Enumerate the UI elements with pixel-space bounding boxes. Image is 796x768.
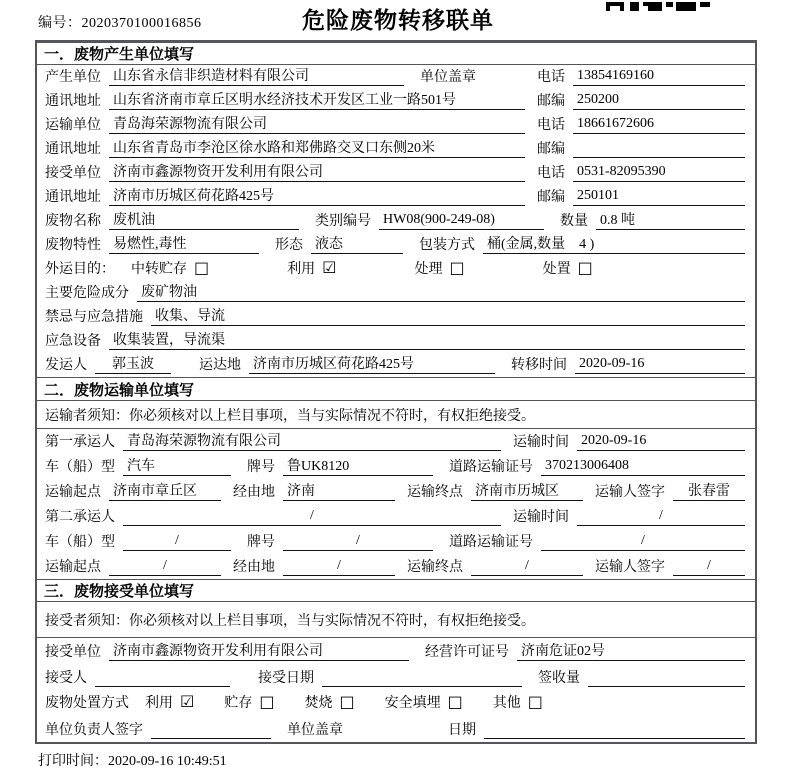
purpose-option-transfer-storage bbox=[131, 258, 209, 278]
carrier2-time-label: 运输时间 bbox=[513, 510, 569, 525]
receiver-address-value: 济南市历城区荷花路425号 bbox=[109, 185, 525, 206]
waste-form-value: 液态 bbox=[311, 233, 403, 254]
section-3-notice: 接受者须知：你必须核对以上栏目事项，当与实际情况不符时，有权拒绝接受。 bbox=[37, 602, 755, 638]
route1-sign-label: 运输人签字 bbox=[595, 485, 665, 500]
operation-license-value: 济南危证02号 bbox=[517, 640, 745, 661]
section-2-notice: 运输者须知：你必须核对以上栏目事项，当与实际情况不符时，有权拒绝接受。 bbox=[37, 401, 755, 429]
row-waste-props bbox=[37, 233, 755, 257]
checkbox-disposal-storage-icon: □ bbox=[259, 691, 275, 711]
doc-header bbox=[0, 0, 796, 40]
vehicle2-type-value: / bbox=[123, 533, 231, 551]
row-acceptance bbox=[37, 664, 755, 690]
sign-date-value bbox=[484, 721, 745, 739]
purpose-option-label: 处置 bbox=[542, 261, 571, 277]
producer-unit-label: 产生单位 bbox=[45, 70, 101, 85]
vehicle1-type-label: 车（船）型 bbox=[45, 460, 115, 475]
vehicle2-license-label: 道路运输证号 bbox=[449, 535, 533, 550]
hazard-value: 废矿物油 bbox=[137, 281, 745, 302]
signed-qty-value bbox=[588, 669, 745, 687]
waste-code-value: HW08(900-249-08) bbox=[379, 212, 544, 230]
waste-qty-value: 0.8 吨 bbox=[596, 209, 745, 230]
purpose-option-treat bbox=[414, 258, 464, 278]
section-1-title: 一．废物产生单位填写 bbox=[37, 42, 755, 65]
row-equipment bbox=[37, 329, 755, 353]
row-transporter-address bbox=[37, 137, 755, 161]
checkbox-transfer-storage-icon: □ bbox=[194, 257, 210, 277]
emergency-equipment-value: 收集装置，导流渠 bbox=[109, 329, 745, 350]
taboo-measures-label: 禁忌与应急措施 bbox=[45, 310, 143, 325]
serial-value: 2020370100016856 bbox=[81, 16, 202, 31]
packaging-label: 包装方式 bbox=[419, 238, 475, 253]
section-2-title: 二．废物运输单位填写 bbox=[37, 377, 755, 401]
acceptor-value bbox=[95, 669, 230, 687]
print-time-label: 打印时间： bbox=[38, 754, 108, 768]
waste-qty-label: 数量 bbox=[560, 214, 588, 229]
receiver-phone-value: 0531-82095390 bbox=[573, 164, 745, 182]
row-carrier-2 bbox=[37, 504, 755, 529]
route1-end-label: 运输终点 bbox=[407, 485, 463, 500]
responsible-sign-label: 单位负责人签字 bbox=[45, 723, 143, 738]
carrier1-label: 第一承运人 bbox=[45, 435, 115, 450]
route1-end-value: 济南市历城区 bbox=[471, 480, 583, 501]
transporter-unit-value: 青岛海荣源物流有限公司 bbox=[109, 113, 525, 134]
vehicle1-plate-value: 鲁UK8120 bbox=[283, 455, 433, 476]
transfer-time-label: 转移时间 bbox=[511, 358, 567, 373]
row-taboo bbox=[37, 305, 755, 329]
responsible-sign-value bbox=[151, 721, 271, 739]
destination-value: 济南市历城区荷花路425号 bbox=[249, 353, 495, 374]
route2-sign-label: 运输人签字 bbox=[595, 560, 665, 575]
checkbox-treat-icon: □ bbox=[449, 257, 465, 277]
transporter-address-label: 通讯地址 bbox=[45, 142, 101, 157]
carrier2-time-value: / bbox=[577, 508, 745, 526]
sign-date-label: 日期 bbox=[448, 723, 476, 738]
row-route-2 bbox=[37, 554, 755, 579]
producer-unit-value: 山东省永信非织造材料有限公司 bbox=[109, 65, 404, 86]
route2-via-value: / bbox=[283, 558, 395, 576]
waste-props-value: 易燃性,毒性 bbox=[109, 233, 259, 254]
waste-name-value: 废机油 bbox=[109, 209, 299, 230]
waste-code-label: 类别编号 bbox=[315, 214, 371, 229]
row-hazard bbox=[37, 281, 755, 305]
transfer-form-table bbox=[35, 40, 757, 744]
serial-label: 编号： bbox=[38, 16, 82, 31]
row-route-1 bbox=[37, 479, 755, 504]
vehicle1-type-value: 汽车 bbox=[123, 455, 231, 476]
qr-pattern-icon bbox=[606, 2, 710, 11]
vehicle2-type-label: 车（船）型 bbox=[45, 535, 115, 550]
receiver-zip-value: 250101 bbox=[573, 188, 745, 206]
signed-qty-label: 签收量 bbox=[538, 671, 580, 686]
row-transporter bbox=[37, 113, 755, 137]
route2-end-label: 运输终点 bbox=[407, 560, 463, 575]
disposal-option-label: 焚烧 bbox=[304, 695, 333, 711]
producer-zip-value: 250200 bbox=[573, 92, 745, 110]
row-waste-name bbox=[37, 209, 755, 233]
carrier1-time-label: 运输时间 bbox=[513, 435, 569, 450]
disposal-option-utilize bbox=[145, 692, 194, 712]
transfer-time-value: 2020-09-16 bbox=[575, 356, 745, 374]
row-vehicle-1 bbox=[37, 454, 755, 479]
row-carrier-1 bbox=[37, 429, 755, 454]
route2-start-value: / bbox=[109, 558, 221, 576]
acceptor-label: 接受人 bbox=[45, 671, 87, 686]
accept-unit-value: 济南市鑫源物资开发利用有限公司 bbox=[109, 640, 409, 661]
purpose-option-utilize bbox=[287, 258, 336, 278]
waste-name-label: 废物名称 bbox=[45, 214, 101, 229]
row-receiver-address bbox=[37, 185, 755, 209]
waste-props-label: 废物特性 bbox=[45, 238, 101, 253]
row-producer-address bbox=[37, 89, 755, 113]
row-dispatch bbox=[37, 353, 755, 377]
carrier1-time-value: 2020-09-16 bbox=[577, 433, 745, 451]
row-vehicle-2 bbox=[37, 529, 755, 554]
purpose-option-label: 利用 bbox=[287, 261, 316, 277]
purpose-option-label: 中转贮存 bbox=[131, 261, 187, 277]
row-disposal bbox=[37, 690, 755, 716]
vehicle2-license-value: / bbox=[541, 533, 745, 551]
dispatcher-value: 郭玉波 bbox=[95, 353, 171, 374]
checkbox-utilize-checked-icon: ☑ bbox=[322, 257, 337, 277]
emergency-equipment-label: 应急设备 bbox=[45, 334, 101, 349]
waste-form-label: 形态 bbox=[275, 238, 303, 253]
disposal-option-other bbox=[493, 692, 543, 712]
qr-code-fragment bbox=[606, 0, 710, 9]
section-3-title: 三．废物接受单位填写 bbox=[37, 579, 755, 602]
accept-date-label: 接受日期 bbox=[258, 671, 314, 686]
transporter-phone-label: 电话 bbox=[537, 118, 565, 133]
transporter-zip-label: 邮编 bbox=[537, 142, 565, 157]
vehicle2-plate-label: 牌号 bbox=[247, 535, 275, 550]
disposal-option-label: 利用 bbox=[145, 695, 173, 711]
purpose-label: 外运目的： bbox=[45, 261, 115, 277]
row-receiver bbox=[37, 161, 755, 185]
destination-label: 运达地 bbox=[199, 358, 241, 373]
route2-end-value: / bbox=[471, 558, 583, 576]
accept-date-value bbox=[322, 669, 522, 687]
disposal-method-label: 废物处置方式 bbox=[45, 695, 129, 711]
vehicle1-license-label: 道路运输证号 bbox=[449, 460, 533, 475]
row-producer bbox=[37, 65, 755, 89]
unit-seal-label-2: 单位盖章 bbox=[287, 723, 343, 738]
producer-address-value: 山东省济南市章丘区明水经济技术开发区工业一路501号 bbox=[109, 89, 525, 110]
checkbox-disposal-other-icon: □ bbox=[527, 691, 543, 711]
disposal-option-label: 安全填埋 bbox=[384, 695, 441, 711]
route1-sign-value: 张春雷 bbox=[673, 480, 745, 501]
producer-phone-value: 13854169160 bbox=[573, 68, 745, 86]
receiver-phone-label: 电话 bbox=[537, 166, 565, 181]
route2-start-label: 运输起点 bbox=[45, 560, 101, 575]
accept-unit-label: 接受单位 bbox=[45, 645, 101, 660]
transporter-phone-value: 18661672606 bbox=[573, 116, 745, 134]
checkbox-disposal-landfill-icon: □ bbox=[447, 691, 463, 711]
disposal-option-incinerate bbox=[304, 692, 354, 712]
operation-license-label: 经营许可证号 bbox=[425, 645, 509, 660]
receiver-zip-label: 邮编 bbox=[537, 190, 565, 205]
purpose-option-label: 处理 bbox=[414, 261, 443, 277]
transporter-unit-label: 运输单位 bbox=[45, 118, 101, 133]
transporter-address-value: 山东省青岛市李沧区徐水路和郑佛路交叉口东侧20米 bbox=[109, 137, 525, 158]
checkbox-disposal-utilize-checked-icon: ☑ bbox=[180, 691, 195, 711]
page-title: 危险废物转移联单 bbox=[302, 8, 494, 33]
purpose-option-dispose bbox=[543, 258, 593, 278]
disposal-option-label: 其他 bbox=[492, 695, 521, 711]
receiver-address-label: 通讯地址 bbox=[45, 190, 101, 205]
producer-zip-label: 邮编 bbox=[537, 94, 565, 109]
vehicle2-plate-value: / bbox=[283, 533, 433, 551]
route1-start-label: 运输起点 bbox=[45, 485, 101, 500]
packaging-value: 桶(金属,数量 4 ) bbox=[483, 233, 745, 254]
unit-seal-label: 单位盖章 bbox=[420, 70, 476, 85]
route1-start-value: 济南市章丘区 bbox=[109, 480, 221, 501]
receiver-unit-label: 接受单位 bbox=[45, 166, 101, 181]
disposal-option-label: 贮存 bbox=[224, 695, 253, 711]
row-accept-unit bbox=[37, 638, 755, 664]
route2-sign-value: / bbox=[673, 558, 745, 576]
disposal-option-landfill bbox=[385, 692, 463, 712]
transporter-zip-value bbox=[573, 140, 745, 158]
receiver-unit-value: 济南市鑫源物资开发利用有限公司 bbox=[109, 161, 525, 182]
carrier2-label: 第二承运人 bbox=[45, 510, 115, 525]
checkbox-disposal-incinerate-icon: □ bbox=[339, 691, 355, 711]
row-signature bbox=[37, 716, 755, 742]
print-time-value: 2020-09-16 10:49:51 bbox=[108, 754, 227, 768]
producer-phone-label: 电话 bbox=[537, 70, 565, 85]
print-time bbox=[38, 750, 796, 768]
producer-address-label: 通讯地址 bbox=[45, 94, 101, 109]
taboo-measures-value: 收集、导流 bbox=[151, 305, 745, 326]
route2-via-label: 经由地 bbox=[233, 560, 275, 575]
route1-via-value: 济南 bbox=[283, 480, 395, 501]
checkbox-dispose-icon: □ bbox=[577, 257, 593, 277]
vehicle1-license-value: 370213006408 bbox=[541, 458, 745, 476]
hazard-label: 主要危险成分 bbox=[45, 286, 129, 301]
vehicle1-plate-label: 牌号 bbox=[247, 460, 275, 475]
carrier1-value: 青岛海荣源物流有限公司 bbox=[123, 430, 501, 451]
row-purpose bbox=[37, 257, 755, 281]
dispatcher-label: 发运人 bbox=[45, 358, 87, 373]
disposal-option-storage bbox=[224, 692, 274, 712]
carrier2-value: / bbox=[123, 508, 501, 526]
route1-via-label: 经由地 bbox=[233, 485, 275, 500]
